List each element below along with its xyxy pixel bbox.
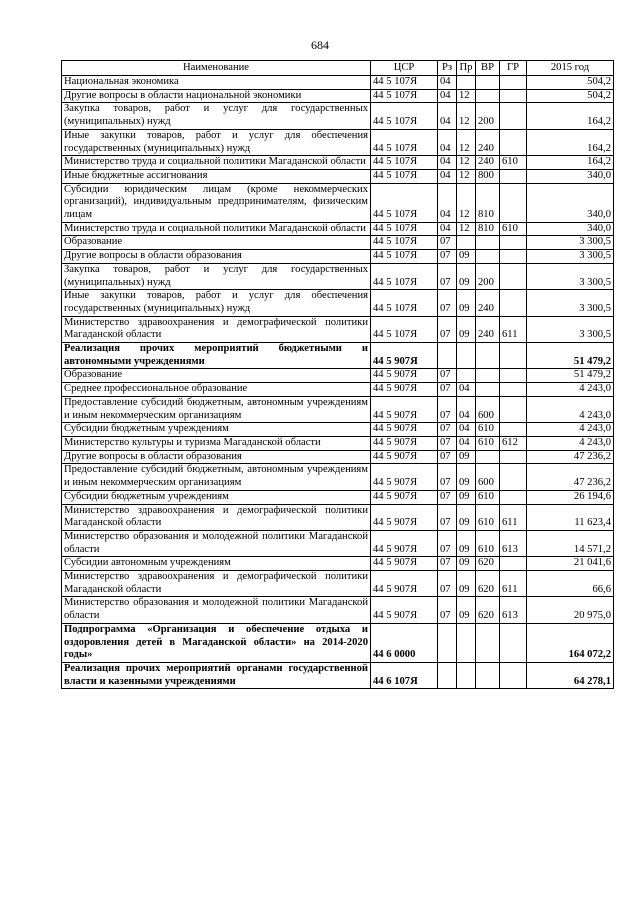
table-row [62, 623, 614, 662]
cell-csr: 44 5 107Я [371, 156, 438, 170]
cell-vr [476, 450, 500, 464]
cell-rz: 07 [438, 236, 457, 250]
cell-rz: 07 [438, 504, 457, 530]
cell-name: Субсидии автономным учреждениям [62, 557, 371, 571]
cell-name: Предоставление субсидий бюджетным, автономным учреждениям и иным некоммерческим организациям [62, 396, 371, 422]
cell-pr: 12 [457, 129, 476, 155]
cell-gr [500, 89, 527, 103]
cell-amount: 11 623,4 [527, 504, 614, 530]
table-row [62, 156, 614, 170]
cell-vr [476, 89, 500, 103]
cell-gr: 610 [500, 156, 527, 170]
cell-gr [500, 76, 527, 90]
cell-csr: 44 5 907Я [371, 571, 438, 597]
cell-rz [438, 623, 457, 662]
cell-amount: 3 300,5 [527, 236, 614, 250]
cell-amount: 51 479,2 [527, 343, 614, 369]
cell-csr: 44 5 907Я [371, 450, 438, 464]
cell-name: Национальная экономика [62, 76, 371, 90]
cell-rz: 07 [438, 450, 457, 464]
cell-name: Министерство образования и молодежной политики Магаданской области [62, 597, 371, 623]
cell-csr: 44 6 107Я [371, 662, 438, 688]
cell-name: Министерство образования и молодежной политики Магаданской области [62, 530, 371, 556]
cell-csr: 44 5 107Я [371, 250, 438, 264]
cell-vr [476, 662, 500, 688]
cell-pr: 04 [457, 396, 476, 422]
cell-name: Образование [62, 369, 371, 383]
cell-amount: 47 236,2 [527, 450, 614, 464]
cell-name: Реализация прочих мероприятий органами государственной власти и казенными учреждениями [62, 662, 371, 688]
cell-vr: 620 [476, 571, 500, 597]
table-row [62, 423, 614, 437]
cell-amount: 20 975,0 [527, 597, 614, 623]
table-row [62, 290, 614, 316]
cell-amount: 340,0 [527, 222, 614, 236]
cell-vr: 610 [476, 504, 500, 530]
cell-gr: 613 [500, 530, 527, 556]
cell-name: Министерство культуры и туризма Магаданской области [62, 436, 371, 450]
cell-csr: 44 6 0000 [371, 623, 438, 662]
cell-pr [457, 76, 476, 90]
cell-amount: 3 300,5 [527, 263, 614, 289]
cell-pr: 04 [457, 383, 476, 397]
cell-pr: 12 [457, 156, 476, 170]
cell-rz: 07 [438, 597, 457, 623]
cell-pr [457, 662, 476, 688]
cell-amount: 26 194,6 [527, 490, 614, 504]
cell-gr [500, 369, 527, 383]
cell-amount: 164,2 [527, 129, 614, 155]
table-row [62, 450, 614, 464]
header-csr: ЦСР [371, 61, 438, 76]
cell-vr: 610 [476, 530, 500, 556]
cell-gr [500, 290, 527, 316]
table-row [62, 504, 614, 530]
cell-gr [500, 103, 527, 129]
cell-pr: 09 [457, 263, 476, 289]
cell-csr: 44 5 107Я [371, 89, 438, 103]
cell-gr [500, 236, 527, 250]
cell-csr: 44 5 907Я [371, 383, 438, 397]
cell-pr: 09 [457, 490, 476, 504]
cell-vr [476, 369, 500, 383]
table-body [62, 76, 614, 689]
header-row [62, 61, 614, 76]
cell-amount: 14 571,2 [527, 530, 614, 556]
table-row [62, 597, 614, 623]
cell-gr [500, 343, 527, 369]
cell-rz: 07 [438, 530, 457, 556]
table-row [62, 343, 614, 369]
cell-rz: 04 [438, 222, 457, 236]
cell-rz: 04 [438, 183, 457, 222]
cell-csr: 44 5 107Я [371, 129, 438, 155]
table-row [62, 263, 614, 289]
cell-pr: 09 [457, 597, 476, 623]
cell-gr [500, 250, 527, 264]
cell-pr: 09 [457, 250, 476, 264]
cell-amount: 4 243,0 [527, 383, 614, 397]
cell-gr [500, 490, 527, 504]
cell-name: Министерство труда и социальной политики Магаданской области [62, 156, 371, 170]
cell-amount: 340,0 [527, 169, 614, 183]
cell-csr: 44 5 907Я [371, 597, 438, 623]
header-amount: 2015 год [527, 61, 614, 76]
cell-gr [500, 263, 527, 289]
cell-rz: 07 [438, 464, 457, 490]
table-row [62, 571, 614, 597]
cell-gr [500, 662, 527, 688]
cell-rz: 07 [438, 250, 457, 264]
cell-amount: 4 243,0 [527, 436, 614, 450]
table-row [62, 464, 614, 490]
cell-csr: 44 5 907Я [371, 557, 438, 571]
cell-csr: 44 5 107Я [371, 76, 438, 90]
cell-amount: 64 278,1 [527, 662, 614, 688]
cell-rz: 04 [438, 76, 457, 90]
cell-vr: 800 [476, 169, 500, 183]
cell-vr: 620 [476, 557, 500, 571]
cell-pr: 12 [457, 103, 476, 129]
cell-name: Иные закупки товаров, работ и услуг для обеспечения государственных (муниципальных) нужд [62, 290, 371, 316]
cell-pr [457, 236, 476, 250]
cell-name: Иные бюджетные ассигнования [62, 169, 371, 183]
cell-rz: 07 [438, 396, 457, 422]
cell-pr: 09 [457, 450, 476, 464]
cell-amount: 3 300,5 [527, 250, 614, 264]
cell-rz: 04 [438, 156, 457, 170]
table-row [62, 183, 614, 222]
cell-rz: 04 [438, 103, 457, 129]
cell-rz: 07 [438, 263, 457, 289]
cell-gr: 611 [500, 571, 527, 597]
cell-amount: 3 300,5 [527, 290, 614, 316]
cell-vr [476, 250, 500, 264]
cell-csr: 44 5 107Я [371, 236, 438, 250]
cell-amount: 47 236,2 [527, 464, 614, 490]
cell-gr: 611 [500, 504, 527, 530]
cell-vr: 620 [476, 597, 500, 623]
cell-pr: 04 [457, 423, 476, 437]
cell-name: Предоставление субсидий бюджетным, автономным учреждениям и иным некоммерческим организациям [62, 464, 371, 490]
cell-vr: 240 [476, 129, 500, 155]
cell-amount: 164 072,2 [527, 623, 614, 662]
cell-vr: 240 [476, 156, 500, 170]
cell-csr: 44 5 907Я [371, 436, 438, 450]
cell-amount: 4 243,0 [527, 396, 614, 422]
cell-gr: 611 [500, 316, 527, 342]
cell-csr: 44 5 107Я [371, 316, 438, 342]
cell-rz: 07 [438, 316, 457, 342]
cell-gr: 612 [500, 436, 527, 450]
cell-name: Министерство здравоохранения и демографической политики Магаданской области [62, 571, 371, 597]
cell-name: Подпрограмма «Организация и обеспечение отдыха и оздоровления детей в Магаданской области» на 2014-2020 годы» [62, 623, 371, 662]
table-row [62, 236, 614, 250]
table-row [62, 222, 614, 236]
cell-pr: 12 [457, 89, 476, 103]
cell-vr: 200 [476, 263, 500, 289]
table-row [62, 490, 614, 504]
cell-amount: 164,2 [527, 156, 614, 170]
cell-csr: 44 5 907Я [371, 490, 438, 504]
cell-rz: 04 [438, 169, 457, 183]
cell-name: Министерство труда и социальной политики Магаданской области [62, 222, 371, 236]
cell-vr: 240 [476, 316, 500, 342]
header-pr: Пр [457, 61, 476, 76]
cell-gr [500, 450, 527, 464]
cell-amount: 21 041,6 [527, 557, 614, 571]
cell-pr: 04 [457, 436, 476, 450]
table-row [62, 89, 614, 103]
cell-gr [500, 169, 527, 183]
table-row [62, 436, 614, 450]
cell-csr: 44 5 107Я [371, 103, 438, 129]
cell-rz: 07 [438, 436, 457, 450]
cell-csr: 44 5 907Я [371, 369, 438, 383]
cell-csr: 44 5 107Я [371, 169, 438, 183]
cell-name: Министерство здравоохранения и демографической политики Магаданской области [62, 316, 371, 342]
cell-gr [500, 557, 527, 571]
table-row [62, 383, 614, 397]
table-row [62, 103, 614, 129]
cell-gr [500, 423, 527, 437]
table-row [62, 169, 614, 183]
cell-amount: 51 479,2 [527, 369, 614, 383]
cell-vr: 610 [476, 436, 500, 450]
cell-rz: 07 [438, 369, 457, 383]
table-row [62, 662, 614, 688]
cell-amount: 504,2 [527, 89, 614, 103]
cell-vr: 810 [476, 222, 500, 236]
cell-pr [457, 623, 476, 662]
cell-csr: 44 5 107Я [371, 183, 438, 222]
cell-name: Иные закупки товаров, работ и услуг для обеспечения государственных (муниципальных) нужд [62, 129, 371, 155]
cell-vr [476, 236, 500, 250]
table-row [62, 369, 614, 383]
cell-gr [500, 396, 527, 422]
cell-pr: 09 [457, 464, 476, 490]
header-vr: ВР [476, 61, 500, 76]
header-name: Наименование [62, 61, 371, 76]
cell-rz: 07 [438, 290, 457, 316]
cell-pr: 12 [457, 169, 476, 183]
cell-vr: 810 [476, 183, 500, 222]
cell-rz: 07 [438, 571, 457, 597]
cell-vr [476, 623, 500, 662]
cell-pr: 09 [457, 316, 476, 342]
table-row [62, 530, 614, 556]
cell-pr: 09 [457, 504, 476, 530]
cell-gr [500, 464, 527, 490]
cell-rz: 07 [438, 423, 457, 437]
cell-gr [500, 383, 527, 397]
cell-name: Субсидии бюджетным учреждениям [62, 490, 371, 504]
cell-name: Закупка товаров, работ и услуг для государственных (муниципальных) нужд [62, 103, 371, 129]
cell-amount: 4 243,0 [527, 423, 614, 437]
cell-gr: 610 [500, 222, 527, 236]
cell-gr [500, 129, 527, 155]
cell-vr: 610 [476, 490, 500, 504]
cell-csr: 44 5 907Я [371, 343, 438, 369]
cell-name: Другие вопросы в области образования [62, 250, 371, 264]
cell-rz: 07 [438, 490, 457, 504]
cell-gr [500, 623, 527, 662]
cell-vr: 240 [476, 290, 500, 316]
cell-pr: 09 [457, 571, 476, 597]
cell-csr: 44 5 107Я [371, 263, 438, 289]
cell-gr [500, 183, 527, 222]
cell-rz: 07 [438, 557, 457, 571]
cell-csr: 44 5 907Я [371, 423, 438, 437]
cell-name: Министерство здравоохранения и демографической политики Магаданской области [62, 504, 371, 530]
cell-name: Субсидии бюджетным учреждениям [62, 423, 371, 437]
cell-csr: 44 5 107Я [371, 222, 438, 236]
cell-pr: 12 [457, 183, 476, 222]
cell-vr [476, 76, 500, 90]
cell-csr: 44 5 907Я [371, 504, 438, 530]
cell-vr: 610 [476, 423, 500, 437]
cell-rz: 04 [438, 89, 457, 103]
cell-gr: 613 [500, 597, 527, 623]
cell-rz: 04 [438, 129, 457, 155]
cell-csr: 44 5 907Я [371, 396, 438, 422]
cell-amount: 504,2 [527, 76, 614, 90]
cell-csr: 44 5 907Я [371, 464, 438, 490]
cell-name: Реализация прочих мероприятий бюджетными и автономными учреждениями [62, 343, 371, 369]
table-row [62, 250, 614, 264]
cell-vr: 600 [476, 396, 500, 422]
cell-name: Закупка товаров, работ и услуг для государственных (муниципальных) нужд [62, 263, 371, 289]
cell-pr [457, 369, 476, 383]
cell-name: Другие вопросы в области образования [62, 450, 371, 464]
cell-csr: 44 5 107Я [371, 290, 438, 316]
table-row [62, 129, 614, 155]
budget-table [61, 60, 614, 689]
cell-vr [476, 383, 500, 397]
header-rz: Рз [438, 61, 457, 76]
cell-pr: 09 [457, 530, 476, 556]
table-row [62, 316, 614, 342]
cell-pr: 09 [457, 557, 476, 571]
cell-name: Другие вопросы в области национальной экономики [62, 89, 371, 103]
cell-csr: 44 5 907Я [371, 530, 438, 556]
cell-name: Образование [62, 236, 371, 250]
cell-vr: 600 [476, 464, 500, 490]
cell-rz [438, 662, 457, 688]
cell-amount: 164,2 [527, 103, 614, 129]
cell-rz [438, 343, 457, 369]
cell-vr: 200 [476, 103, 500, 129]
cell-pr: 09 [457, 290, 476, 316]
cell-amount: 66,6 [527, 571, 614, 597]
header-gr: ГР [500, 61, 527, 76]
cell-name: Субсидии юридическим лицам (кроме некоммерческих организаций), индивидуальным предпринимателям, физическим лицам [62, 183, 371, 222]
page-number: 684 [311, 38, 329, 52]
cell-vr [476, 343, 500, 369]
cell-amount: 3 300,5 [527, 316, 614, 342]
cell-pr: 12 [457, 222, 476, 236]
cell-pr [457, 343, 476, 369]
cell-amount: 340,0 [527, 183, 614, 222]
table-row [62, 557, 614, 571]
cell-rz: 07 [438, 383, 457, 397]
table-row [62, 76, 614, 90]
cell-name: Среднее профессиональное образование [62, 383, 371, 397]
table-row [62, 396, 614, 422]
